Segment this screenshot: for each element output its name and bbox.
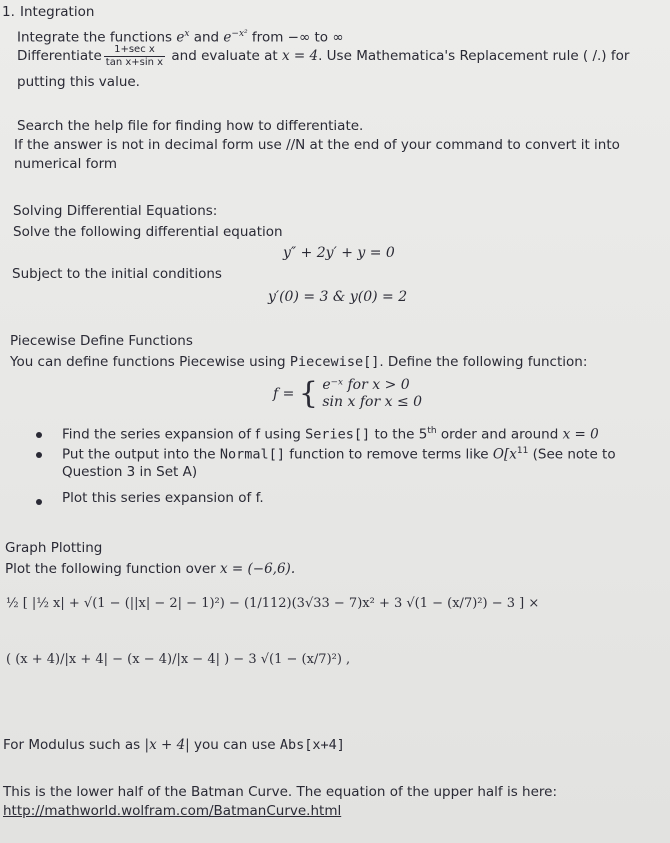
text: from −∞ to ∞	[247, 29, 344, 46]
bullet-item	[62, 423, 599, 443]
text: function to remove terms like	[284, 446, 493, 463]
math-eq: |x + 4|	[144, 737, 190, 753]
superscript: th	[427, 426, 437, 436]
code: Piecewise[]	[289, 354, 380, 370]
text: Find the series expansion of f using	[62, 426, 306, 443]
text: Put the output into the	[62, 446, 220, 463]
differentiate-line	[17, 42, 629, 70]
text-line: Subject to the initial conditions	[12, 266, 222, 282]
text-line: If the answer is not in decimal form use //N at the end of your command to convert it into	[14, 137, 620, 153]
text: For Modulus such as	[3, 737, 145, 753]
math-eq: x = 4	[281, 48, 319, 64]
bullet-item-continued: Question 3 in Set A)	[62, 464, 198, 480]
text: Plot the following function over	[5, 561, 220, 577]
cases	[322, 377, 422, 411]
text: order and around	[436, 426, 563, 443]
text: You can define functions Piecewise using	[10, 354, 290, 370]
brace-icon: {	[298, 376, 318, 411]
code: Series[]	[305, 426, 371, 443]
text-line: Solve the following differential equation	[13, 224, 283, 240]
math-eq: O[x	[492, 446, 517, 463]
fraction	[104, 44, 165, 69]
section-title-graph: Graph Plotting	[5, 540, 103, 556]
text: . Use Mathematica's Replacement rule ( /.) for	[318, 48, 630, 64]
section-title-differential: Solving Differential Equations:	[13, 203, 218, 219]
modulus-note	[3, 737, 345, 753]
section-title-integration: Integration	[20, 4, 95, 20]
text: (See note to	[528, 446, 616, 463]
batman-formula-line-2: ( (x + 4)/|x + 4| − (x − 4)/|x − 4| ) − 3 √(1 − (x/7)²) ,	[6, 652, 351, 667]
math-eq: x = 0	[562, 426, 599, 443]
differential-equation: y″ + 2y′ + y = 0	[283, 245, 395, 261]
text-line: numerical form	[14, 156, 118, 172]
batman-curve-link[interactable]: http://mathworld.wolfram.com/BatmanCurve.html	[3, 803, 342, 819]
batman-formula-line-1: ½ [ |½ x| + √(1 − (||x| − 2| − 1)²) − (1/112)(3√33 − 7)x² + 3 √(1 − (x/7)²) − 3 ] ×	[6, 596, 540, 611]
math-eq: x = (−6,6).	[220, 561, 296, 577]
superscript: 11	[516, 446, 529, 456]
section-title-piecewise: Piecewise Define Functions	[10, 333, 193, 349]
text: you can use	[189, 737, 280, 753]
case-2: sin x for x ≤ 0	[322, 394, 423, 410]
text: and	[189, 29, 224, 46]
bullet-icon	[36, 499, 42, 505]
fraction-numerator: 1+sec x	[104, 44, 165, 57]
section-number: 1.	[2, 4, 15, 20]
text-line: putting this value.	[17, 74, 140, 90]
code: Normal[]	[219, 446, 285, 463]
bullet-item: Plot this series expansion of f.	[62, 490, 264, 506]
bullet-icon	[36, 452, 42, 458]
bullet-icon	[36, 432, 42, 438]
math-e: e	[223, 29, 232, 46]
graph-instruction	[5, 561, 295, 577]
piecewise-definition	[273, 377, 422, 411]
bullet-item	[62, 443, 616, 463]
text: Differentiate	[17, 48, 102, 64]
math-e: e	[176, 29, 185, 46]
batman-note: This is the lower half of the Batman Curve. The equation of the upper half is here:	[3, 784, 557, 800]
text-line: Search the help file for finding how to differentiate.	[17, 118, 364, 134]
text: Integrate the functions	[17, 29, 177, 46]
piecewise-intro	[10, 354, 587, 370]
text: to the 5	[370, 426, 428, 443]
case-1: e⁻ˣ for x > 0	[322, 377, 410, 393]
math-lhs: f =	[273, 386, 295, 402]
math-sup: −x²	[231, 29, 248, 39]
text: . Define the following function:	[379, 354, 588, 370]
fraction-denominator: tan x+sin x	[105, 56, 164, 68]
initial-conditions: y′(0) = 3 & y(0) = 2	[268, 289, 408, 305]
text: and evaluate at	[167, 48, 282, 64]
math-sup: x	[184, 29, 190, 39]
code: Abs[x+4]	[279, 737, 345, 753]
